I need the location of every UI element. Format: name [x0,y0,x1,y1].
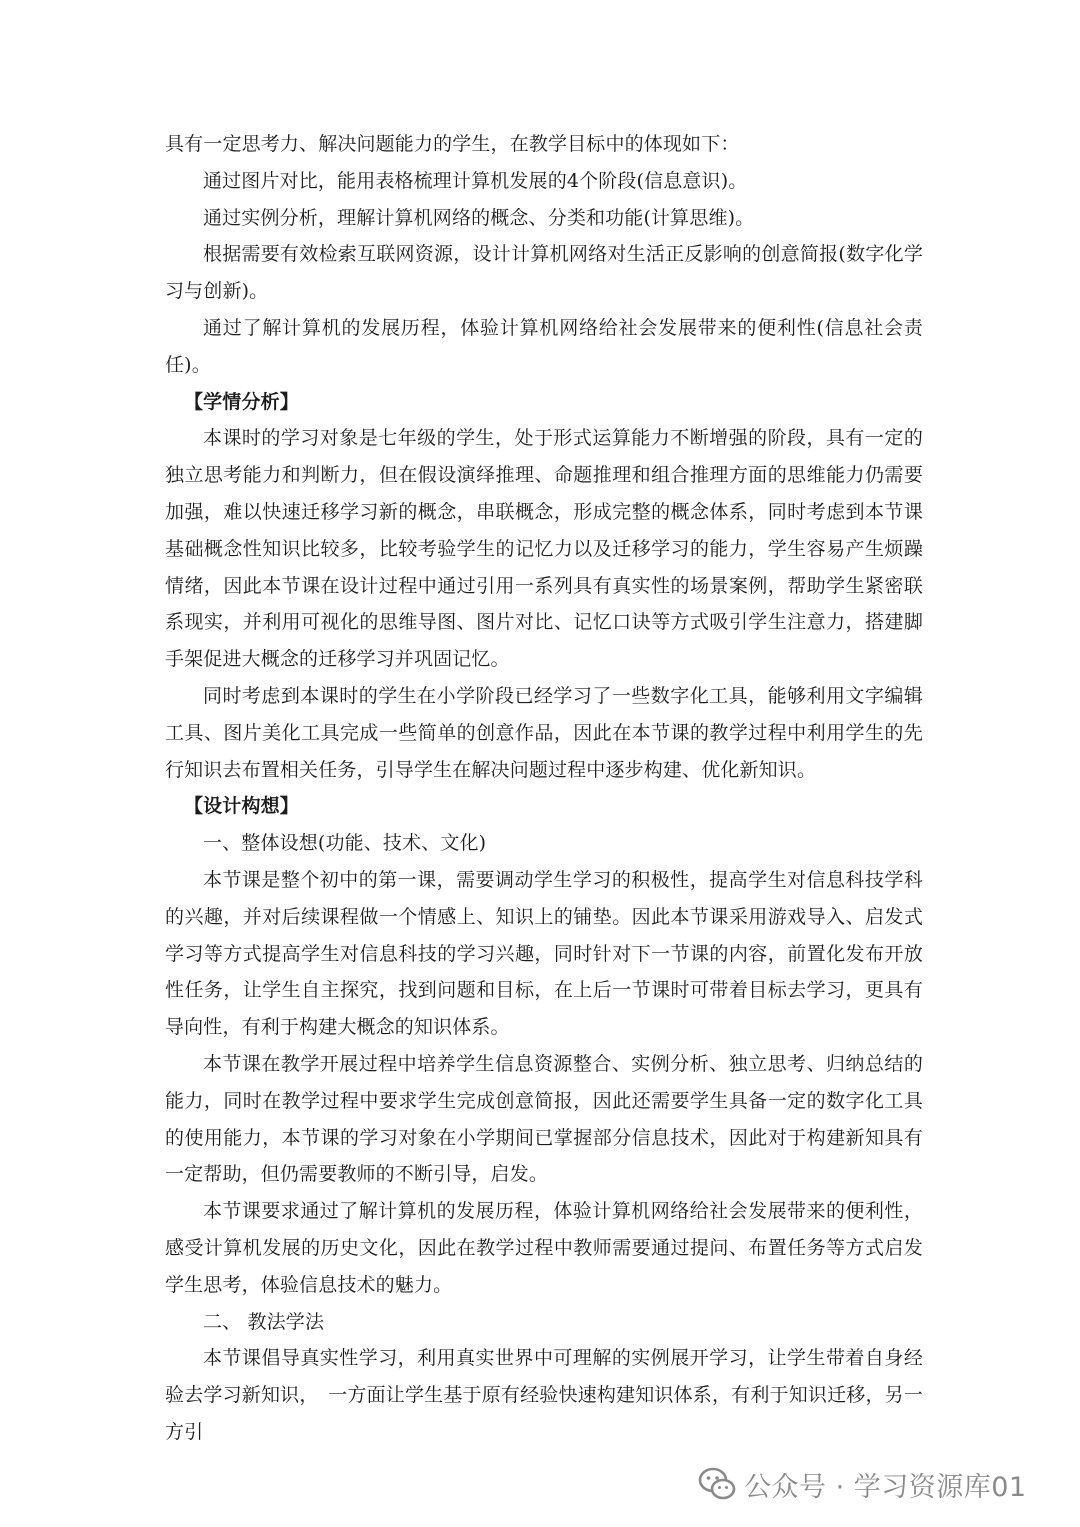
section-heading: 【学情分析】 [184,390,299,413]
watermark-text: 公众号 · 学习资源库01 [744,1471,1027,1503]
paragraph: 通过实例分析，理解计算机网络的概念、分类和功能(计算思维)。 [203,206,755,229]
paragraph: 二、 教法学法 [203,1310,325,1333]
paragraph: 本节课要求通过了解计算机的发展历程，体验计算机网络给社会发展带来的便利性，感受计算机发展的历史文化，因此在教学过程中教师需要通过提问、布置任务等方式启发学生思考，体验信息技术的魅力。 [165,1200,923,1296]
paragraph: 本课时的学习对象是七年级的学生，处于形式运算能力不断增强的阶段，具有一定的独立思考能力和判断力，但在假设演绎推理、命题推理和组合推理方面的思维能力仍需要加强，难以快速迁移学习新的概念，串联概念，形成完整的概念体系，同时考虑到本节课基础概念性知识比较多，比较考验学生的记忆力以及迁移学习的能力，学生容易产生烦躁情绪，因此本节课在设计过程中通过引用一系列具有真实性的场景案例，帮助学生紧密联系现实，并利用可视化的思维导图、图片对比、记忆口诀等方式吸引学生注意力，搭建脚手架促进大概念的迁移学习并巩固记忆。 [165,427,923,671]
paragraph: 本节课在教学开展过程中培养学生信息资源整合、实例分析、独立思考、归纳总结的能力，同时在教学过程中要求学生完成创意简报，因此还需要学生具备一定的数字化工具的使用能力，本节课的学习对象在小学期间已掌握部分信息技术，因此对于构建新知具有一定帮助，但仍需要教师的不断引导，启发。 [165,1052,923,1186]
paragraph: 具有一定思考力、解决问题能力的学生，在教学目标中的体现如下： [165,133,740,155]
document-body [165,126,923,1451]
section-heading: 【设计构想】 [184,795,299,818]
paragraph: 本节课倡导真实性学习，利用真实世界中可理解的实例展开学习，让学生带着自身经验去学习新知识， 一方面让学生基于原有经验快速构建知识体系，有利于知识迁移，另一方引 [165,1347,923,1443]
paragraph: 同时考虑到本课时的学生在小学阶段已经学习了一些数字化工具，能够利用文字编辑工具、图片美化工具完成一些简单的创意作品，因此在本节课的教学过程中利用学生的先行知识去布置相关任务，引导学生在解决问题过程中逐步构建、优化新知识。 [165,684,923,781]
paragraph: 根据需要有效检索互联网资源，设计计算机网络对生活正反影响的创意简报(数字化学习与创新)。 [165,243,923,303]
paragraph: 通过了解计算机的发展历程，体验计算机网络给社会发展带来的便利性(信息社会责任)。 [165,316,923,376]
paragraph: 通过图片对比，能用表格梳理计算机发展的4个阶段(信息意识)。 [203,169,748,192]
watermark [698,1462,1027,1506]
wechat-icon [698,1467,736,1501]
paragraph: 一、整体设想(功能、技术、文化) [203,832,487,855]
paragraph: 本节课是整个初中的第一课，需要调动学生学习的积极性，提高学生对信息科技学科的兴趣，并对后续课程做一个情感上、知识上的铺垫。因此本节课采用游戏导入、启发式学习等方式提高学生对信息科技的学习兴趣，同时针对下一节课的内容，前置化发布开放性任务，让学生自主探究，找到问题和目标，在上后一节课时可带着目标去学习，更具有导向性，有利于构建大概念的知识体系。 [165,868,923,1039]
